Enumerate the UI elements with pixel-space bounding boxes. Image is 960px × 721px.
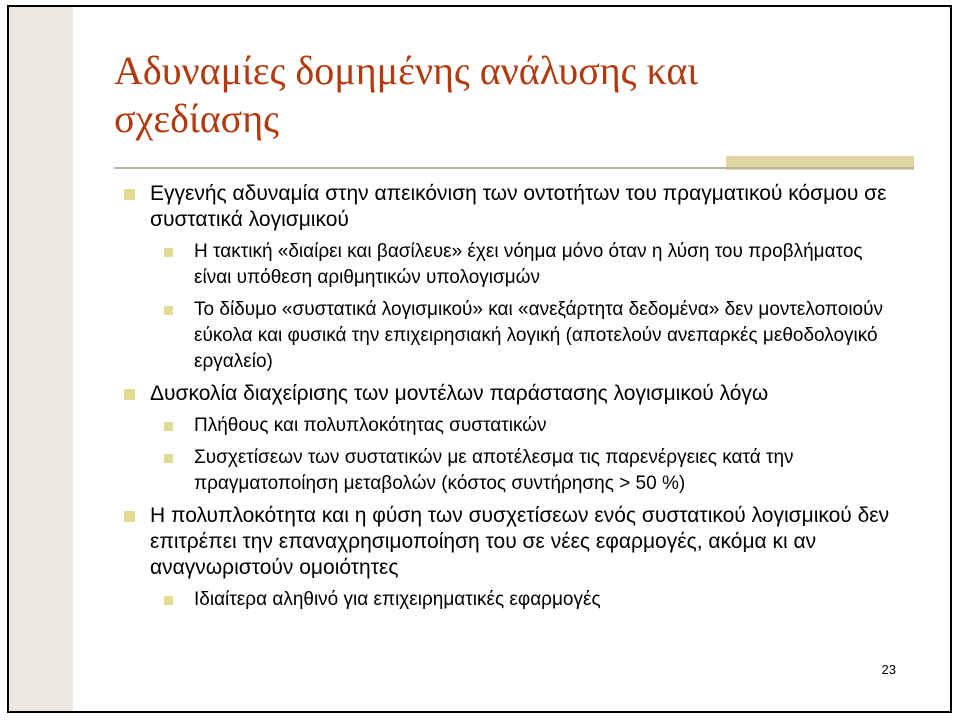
bullet-text: Εγγενής αδυναμία στην απεικόνιση των οντοτήτων του πραγματικού κόσμου σε συστατικά λογισμικού — [150, 182, 887, 231]
sub-bullet-item — [114, 445, 904, 497]
sub-bullet-text: Συσχετίσεων των συστατικών με αποτέλεσμα τις παρενέργειες κατά την πραγματοποίηση μεταβολών (κόστος συντήρησης > 50 %) — [194, 447, 794, 494]
sub-bullet-item — [114, 239, 904, 291]
page-number: 23 — [881, 662, 896, 677]
square-bullet-icon — [124, 511, 135, 522]
bullet-list — [114, 181, 904, 619]
bullet-item — [114, 381, 904, 407]
square-bullet-icon — [124, 389, 135, 400]
square-bullet-icon — [164, 596, 173, 605]
square-bullet-icon — [164, 306, 173, 315]
square-bullet-icon — [124, 189, 135, 200]
slide — [7, 5, 952, 713]
left-decorative-band — [9, 7, 73, 711]
bullet-item — [114, 181, 904, 233]
slide-title: Αδυναμίες δομημένης ανάλυσης και σχεδίασης — [114, 48, 699, 141]
title-divider — [114, 167, 914, 169]
bullet-item — [114, 503, 904, 581]
square-bullet-icon — [164, 422, 173, 431]
bullet-text: Η πολυπλοκότητα και η φύση των συσχετίσεων ενός συστατικού λογισμικού δεν επιτρέπει την επαναχρησιμοποίηση του σε νέες εφαρμογές, ακόμα κι αν αναγνωριστούν ομοιότητες — [150, 504, 890, 579]
sub-bullet-text: Ιδιαίτερα αληθινό για επιχειρηματικές εφαρμογές — [194, 589, 601, 610]
sub-bullet-item — [114, 413, 904, 439]
sub-bullet-text: Το δίδυμο «συστατικά λογισμικού» και «ανεξάρτητα δεδομένα» δεν μοντελοποιούν εύκολα και φυσικά την επιχειρησιακή λογική (αποτελούν ανεπαρκές μεθοδολογικό εργαλείο) — [194, 299, 883, 372]
sub-bullet-text: Πλήθους και πολυπλοκότητας συστατικών — [194, 415, 547, 436]
sub-bullet-text: Η τακτική «διαίρει και βασίλευε» έχει νόημα μόνο όταν η λύση του προβλήματος είναι υπόθεση αριθμητικών υπολογισμών — [194, 241, 863, 288]
bullet-text: Δυσκολία διαχείρισης των μοντέλων παράστασης λογισμικού λόγω — [150, 382, 769, 405]
square-bullet-icon — [164, 248, 173, 257]
sub-bullet-item — [114, 587, 904, 613]
sub-bullet-item — [114, 297, 904, 375]
square-bullet-icon — [164, 454, 173, 463]
